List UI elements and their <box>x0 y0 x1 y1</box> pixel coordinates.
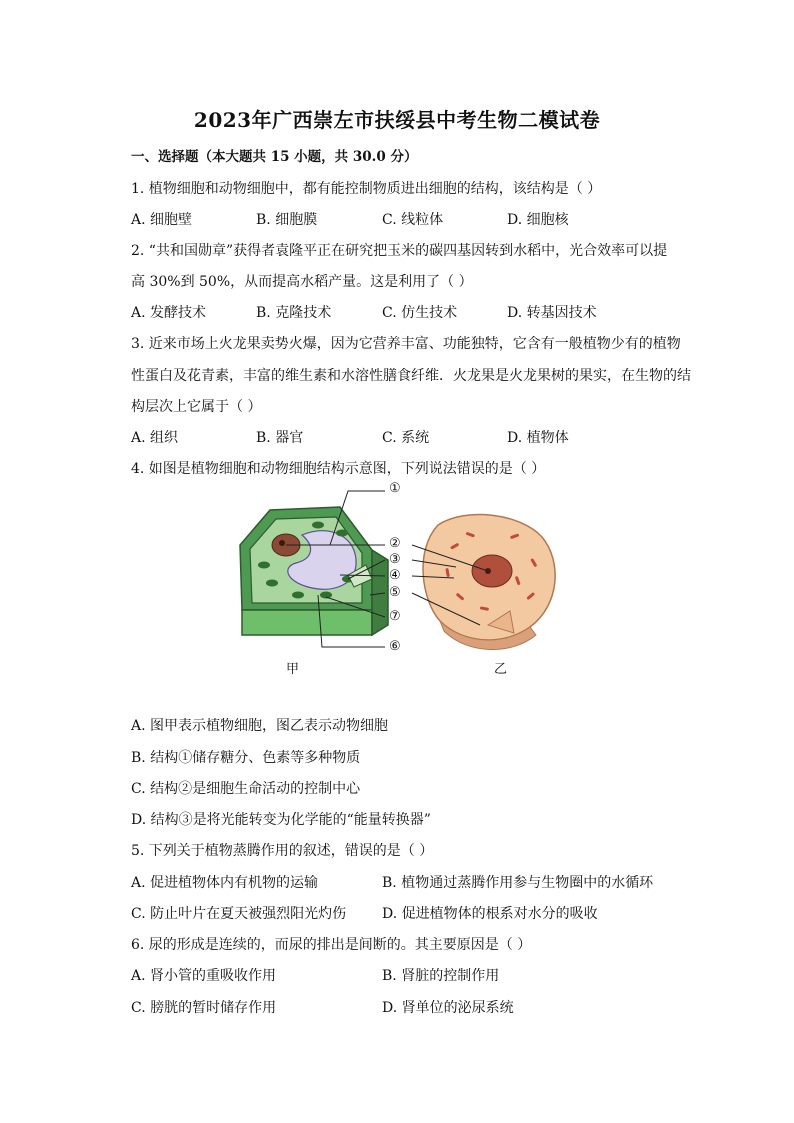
q6-option-d: D. 肾单位的泌尿系统 <box>382 1000 514 1016</box>
q1-option-b: B. 细胞膜 <box>256 212 318 228</box>
marker-3: ③ <box>389 552 401 567</box>
q2-option-c: C. 仿生技术 <box>382 305 458 321</box>
q6-option-b: B. 肾脏的控制作用 <box>382 968 500 984</box>
q2-option-b: B. 克隆技术 <box>256 305 332 321</box>
page-title: 2023年广西崇左市扶绥县中考生物二模试卷 <box>193 108 601 132</box>
q6-option-a: A. 肾小管的重吸收作用 <box>131 968 277 984</box>
question-3-stem-line-2: 性蛋白及花青素，丰富的维生素和水溶性膳食纤维．火龙果是火龙果树的果实，在生物的结 <box>131 368 691 384</box>
marker-2: ② <box>389 536 401 551</box>
section-heading: 一、选择题（本大题共 15 小题，共 30.0 分） <box>131 149 418 165</box>
q4-option-b: B. 结构①储存糖分、色素等多种物质 <box>131 750 361 766</box>
q5-option-c: C. 防止叶片在夏天被强烈阳光灼伤 <box>131 906 347 922</box>
q4-option-a: A. 图甲表示植物细胞，图乙表示动物细胞 <box>131 718 389 734</box>
q3-option-a: A. 组织 <box>131 430 179 446</box>
question-5-stem: 5. 下列关于植物蒸腾作用的叙述，错误的是（ ） <box>131 843 434 859</box>
question-2-stem-line-1: 2. “共和国勋章”获得者袁隆平正在研究把玉米的碳四基因转到水稻中，光合效率可以提 <box>131 243 668 259</box>
question-6-stem: 6. 尿的形成是连续的，而尿的排出是间断的。其主要原因是（ ） <box>131 937 532 953</box>
q2-option-a: A. 发酵技术 <box>131 305 207 321</box>
question-1-stem: 1. 植物细胞和动物细胞中，都有能控制物质进出细胞的结构，该结构是（ ） <box>131 181 602 197</box>
q4-option-d: D. 结构③是将光能转变为化学能的“能量转换器” <box>131 812 431 828</box>
q5-option-b: B. 植物通过蒸腾作用参与生物圈中的水循环 <box>382 875 654 891</box>
q3-option-b: B. 器官 <box>256 430 304 446</box>
marker-1: ① <box>389 481 401 496</box>
marker-5: ⑤ <box>389 585 401 600</box>
marker-7: ⑦ <box>389 609 401 624</box>
q5-option-d: D. 促进植物体的根系对水分的吸收 <box>382 906 598 922</box>
marker-6: ⑥ <box>389 639 401 654</box>
q3-option-d: D. 植物体 <box>507 430 569 446</box>
q2-option-d: D. 转基因技术 <box>507 305 597 321</box>
q6-option-c: C. 膀胱的暂时储存作用 <box>131 1000 277 1016</box>
plant-cell <box>240 507 388 635</box>
marker-4: ④ <box>389 568 401 583</box>
question-3-stem-line-1: 3. 近来市场上火龙果卖势火爆，因为它营养丰富、功能独特，它含有一般植物少有的植物 <box>131 336 681 352</box>
q3-option-c: C. 系统 <box>382 430 430 446</box>
q1-option-c: C. 线粒体 <box>382 212 444 228</box>
cell-structure-figure <box>230 475 570 680</box>
question-2-stem-line-2: 高 30%到 50%，从而提高水稻产量。这是利用了（ ） <box>131 274 473 290</box>
figure-label-yi: 乙 <box>494 662 508 677</box>
q4-option-c: C. 结构②是细胞生命活动的控制中心 <box>131 781 361 797</box>
question-4-stem: 4. 如图是植物细胞和动物细胞结构示意图，下列说法错误的是（ ） <box>131 461 546 477</box>
animal-cell <box>423 515 555 650</box>
question-3-stem-line-3: 构层次上它属于（ ） <box>131 399 262 415</box>
q1-option-a: A. 细胞壁 <box>131 212 193 228</box>
q5-option-a: A. 促进植物体内有机物的运输 <box>131 875 319 891</box>
q1-option-d: D. 细胞核 <box>507 212 569 228</box>
figure-label-jia: 甲 <box>286 662 300 677</box>
